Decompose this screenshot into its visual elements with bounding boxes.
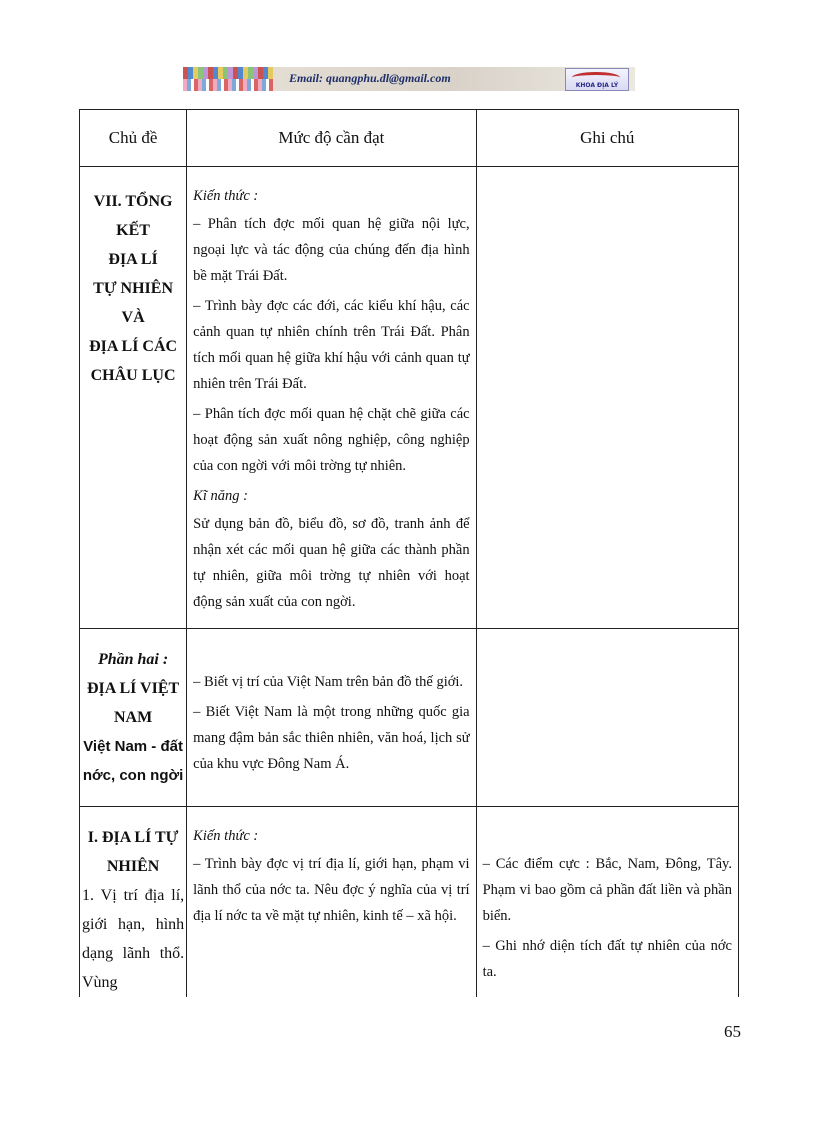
topic-cell xyxy=(80,807,187,998)
banner-photo-collage xyxy=(183,67,273,91)
logo-text: KHOA ĐỊA LÝ xyxy=(575,82,619,89)
topic-line: NHIÊN xyxy=(106,858,160,875)
topic-line: ĐỊA LÍ xyxy=(108,251,158,268)
topic-line: ĐỊA LÍ CÁC xyxy=(89,338,178,355)
requirement-cell xyxy=(187,629,476,807)
requirement-cell xyxy=(187,807,476,998)
table-row xyxy=(80,807,739,998)
requirement-item: ‒ Trình bày đợc các đới, các kiểu khí hậu, các cảnh quan tự nhiên chính trên Trái Đất. Phân tích mối quan hệ giữa khí hậu với cảnh quan tự nhiên trên Trái Đất. xyxy=(193,298,470,392)
requirement-item: ‒ Trình bày đợc vị trí địa lí, giới hạn, phạm vi lãnh thổ của nớc ta. Nêu đợc ý nghĩa của vị trí địa lí nớc ta về mặt tự nhiên, kinh tế ‒ xã hội. xyxy=(193,856,470,924)
topic-line: NAM xyxy=(113,709,153,726)
topic-line: I. ĐỊA LÍ TỰ xyxy=(87,829,179,846)
topic-line: ĐỊA LÍ VIỆT xyxy=(86,680,180,697)
header-banner xyxy=(183,67,635,91)
requirement-item: ‒ Phân tích đợc mối quan hệ giữa nội lực, ngoại lực và tác động của chúng đến địa hình bề mặt Trái Đất. xyxy=(193,216,470,284)
table-row xyxy=(80,629,739,807)
part-label: Phần hai : xyxy=(97,651,169,668)
note-cell xyxy=(476,167,738,629)
topic-cell xyxy=(80,167,187,629)
skill-heading: Kĩ năng : xyxy=(193,488,248,504)
header-topic: Chủ đề xyxy=(80,110,187,167)
banner-email: Email: quangphu.dl@gmail.com xyxy=(289,71,451,85)
requirement-item: ‒ Phân tích đợc mối quan hệ chặt chẽ giữa các hoạt động sản xuất nông nghiệp, công nghiệp của con ngời với môi trờng tự nhiên. xyxy=(193,406,470,474)
note-cell xyxy=(476,807,738,998)
note-cell xyxy=(476,629,738,807)
requirement-item: ‒ Biết vị trí của Việt Nam trên bản đồ thế giới. xyxy=(193,674,464,690)
curriculum-table xyxy=(79,109,739,997)
header-notes: Ghi chú xyxy=(476,110,738,167)
subtopic-text: 1. Vị trí địa lí, giới hạn, hình dạng lãnh thổ. Vùng xyxy=(82,887,185,991)
requirement-item: ‒ Biết Việt Nam là một trong những quốc gia mang đậm bản sắc thiên nhiên, văn hoá, lịch sử của khu vực Đông Nam Á. xyxy=(193,704,470,772)
table-row xyxy=(80,167,739,629)
knowledge-heading: Kiến thức : xyxy=(193,828,259,844)
topic-line: CHÂU LỤC xyxy=(90,367,176,384)
topic-line: VII. TỔNG KẾT xyxy=(93,193,173,239)
note-item: ‒ Ghi nhớ diện tích đất tự nhiên của nớc ta. xyxy=(482,938,732,980)
topic-cell xyxy=(80,629,187,807)
table-header-row xyxy=(80,110,739,167)
knowledge-heading: Kiến thức : xyxy=(193,188,259,204)
header-level: Mức độ cần đạt xyxy=(187,110,476,167)
page-number: 65 xyxy=(724,1022,741,1041)
note-item: ‒ Các điểm cực : Bắc, Nam, Đông, Tây. Phạm vi bao gồm cả phần đất liền và phần biển. xyxy=(482,856,732,924)
topic-line: TỰ NHIÊN VÀ xyxy=(93,280,173,326)
subtopic-line: nớc, con ngời xyxy=(82,767,184,784)
skill-text: Sử dụng bản đồ, biểu đồ, sơ đồ, tranh ảnh để nhận xét các mối quan hệ giữa các thành phần tự nhiên, giữa môi trờng tự nhiên với hoạt động sản xuất của con ngời. xyxy=(193,516,470,610)
requirement-cell xyxy=(187,167,476,629)
department-logo xyxy=(565,68,629,91)
subtopic-line: Việt Nam - đất xyxy=(83,738,183,755)
